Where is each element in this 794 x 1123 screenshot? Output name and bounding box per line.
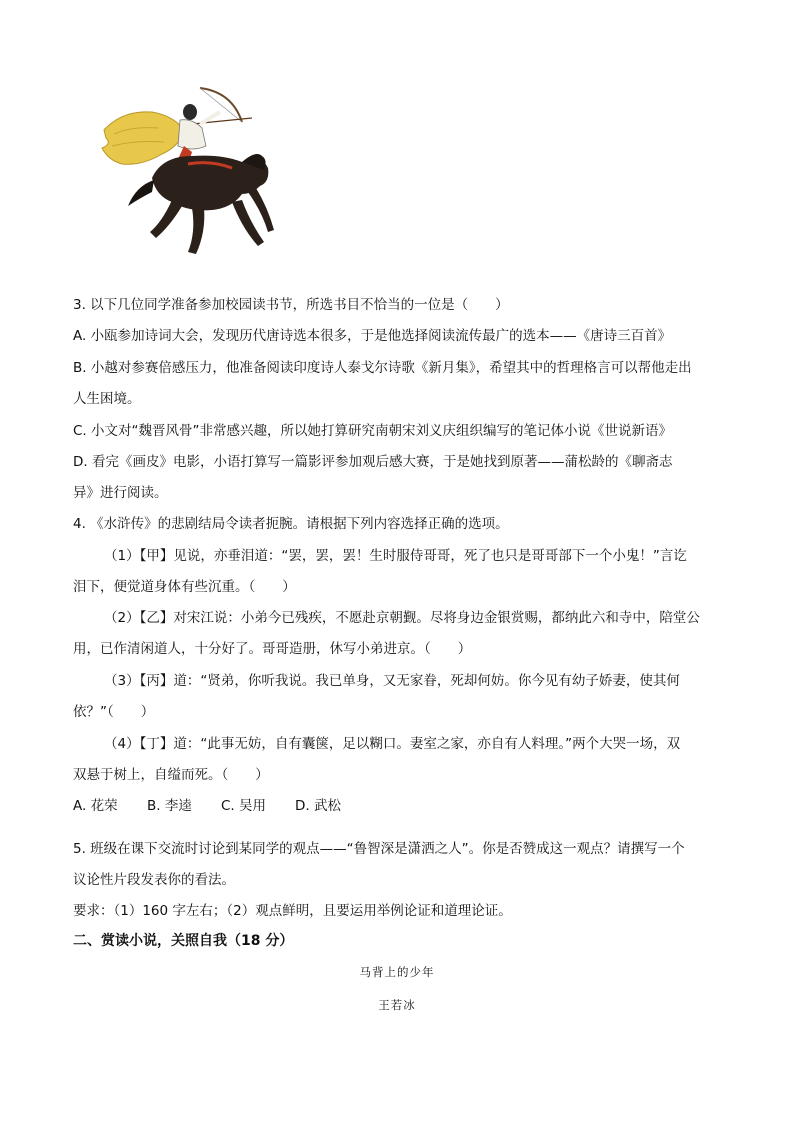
- q4-stem: 4. 《水浒传》的悲剧结局令读者扼腕。请根据下列内容选择正确的选项。: [73, 516, 509, 532]
- q5-requirements: 要求：（1）160 字左右；（2）观点鲜明，且要运用举例论证和道理论证。: [73, 903, 512, 919]
- q4-item1-line2: 泪下，便觉道身体有些沉重。（ ）: [73, 579, 296, 595]
- q4-item4-line2: 双悬于树上，自缢而死。（ ）: [73, 767, 269, 783]
- q3-option-c: C. 小文对“魏晋风骨”非常感兴趣，所以她打算研究南朝宋刘义庆组织编写的笔记体小说《世说新语》: [73, 423, 672, 439]
- q4-option-c: C. 吴用: [221, 798, 267, 814]
- q4-option-a: A. 花荣: [73, 798, 118, 814]
- q4-option-d: D. 武松: [295, 798, 341, 814]
- q5-stem-line2: 议论性片段发表你的看法。: [73, 872, 235, 888]
- q4-item1-line1: （1）【甲】见说，亦垂泪道：“罢，罢，罢！生时服侍哥哥，死了也只是哥哥部下一个小鬼！”言讫: [104, 548, 687, 564]
- q4-item3-line2: 依？”（ ）: [73, 704, 155, 720]
- q4-item2-line2: 用，已作清闲道人，十分好了。哥哥造册，休写小弟进京。（ ）: [73, 641, 472, 657]
- q3-option-d-line2: 异》进行阅读。: [73, 485, 168, 501]
- q3-stem: 3. 以下几位同学准备参加校园读书节，所选书目不恰当的一位是（ ）: [73, 297, 509, 313]
- q4-item4-line1: （4）【丁】道：“此事无妨，自有囊箧，足以糊口。妻室之家，亦自有人料理。”两个大哭一场，双: [104, 736, 681, 752]
- q4-item2-line1: （2）【乙】对宋江说：小弟今已残疾，不愿赴京朝觐。尽将身边金银赏赐，都纳此六和寺中，陪堂公: [104, 610, 700, 626]
- q3-option-b-line1: B. 小越对参赛倍感压力，他准备阅读印度诗人泰戈尔诗歌《新月集》，希望其中的哲理格言可以帮他走出: [73, 360, 692, 376]
- q3-option-a: A. 小瓯参加诗词大会，发现历代唐诗选本很多，于是他选择阅读流传最广的选本——《唐诗三百首》: [73, 328, 672, 344]
- q4-options: [73, 797, 341, 815]
- q4-option-b: B. 李逵: [147, 798, 192, 814]
- archer-on-horse-illustration: [92, 82, 282, 278]
- section2-heading: 二、赏读小说，关照自我（18 分）: [73, 933, 294, 949]
- story-title: 马背上的少年: [359, 965, 435, 979]
- story-author: 王若冰: [378, 998, 416, 1012]
- q3-option-b-line2: 人生困境。: [73, 391, 141, 407]
- q4-item3-line1: （3）【丙】道：“贤弟，你听我说。我已单身，又无家眷，死却何妨。你今见有幼子娇妻，使其何: [104, 673, 680, 689]
- q5-stem-line1: 5. 班级在课下交流时讨论到某同学的观点——“鲁智深是潇洒之人”。你是否赞成这一观点？请撰写一个: [73, 841, 685, 857]
- q3-option-d-line1: D. 看完《画皮》电影，小语打算写一篇影评参加观后感大赛，于是她找到原著——蒲松龄的《聊斋志: [73, 454, 673, 470]
